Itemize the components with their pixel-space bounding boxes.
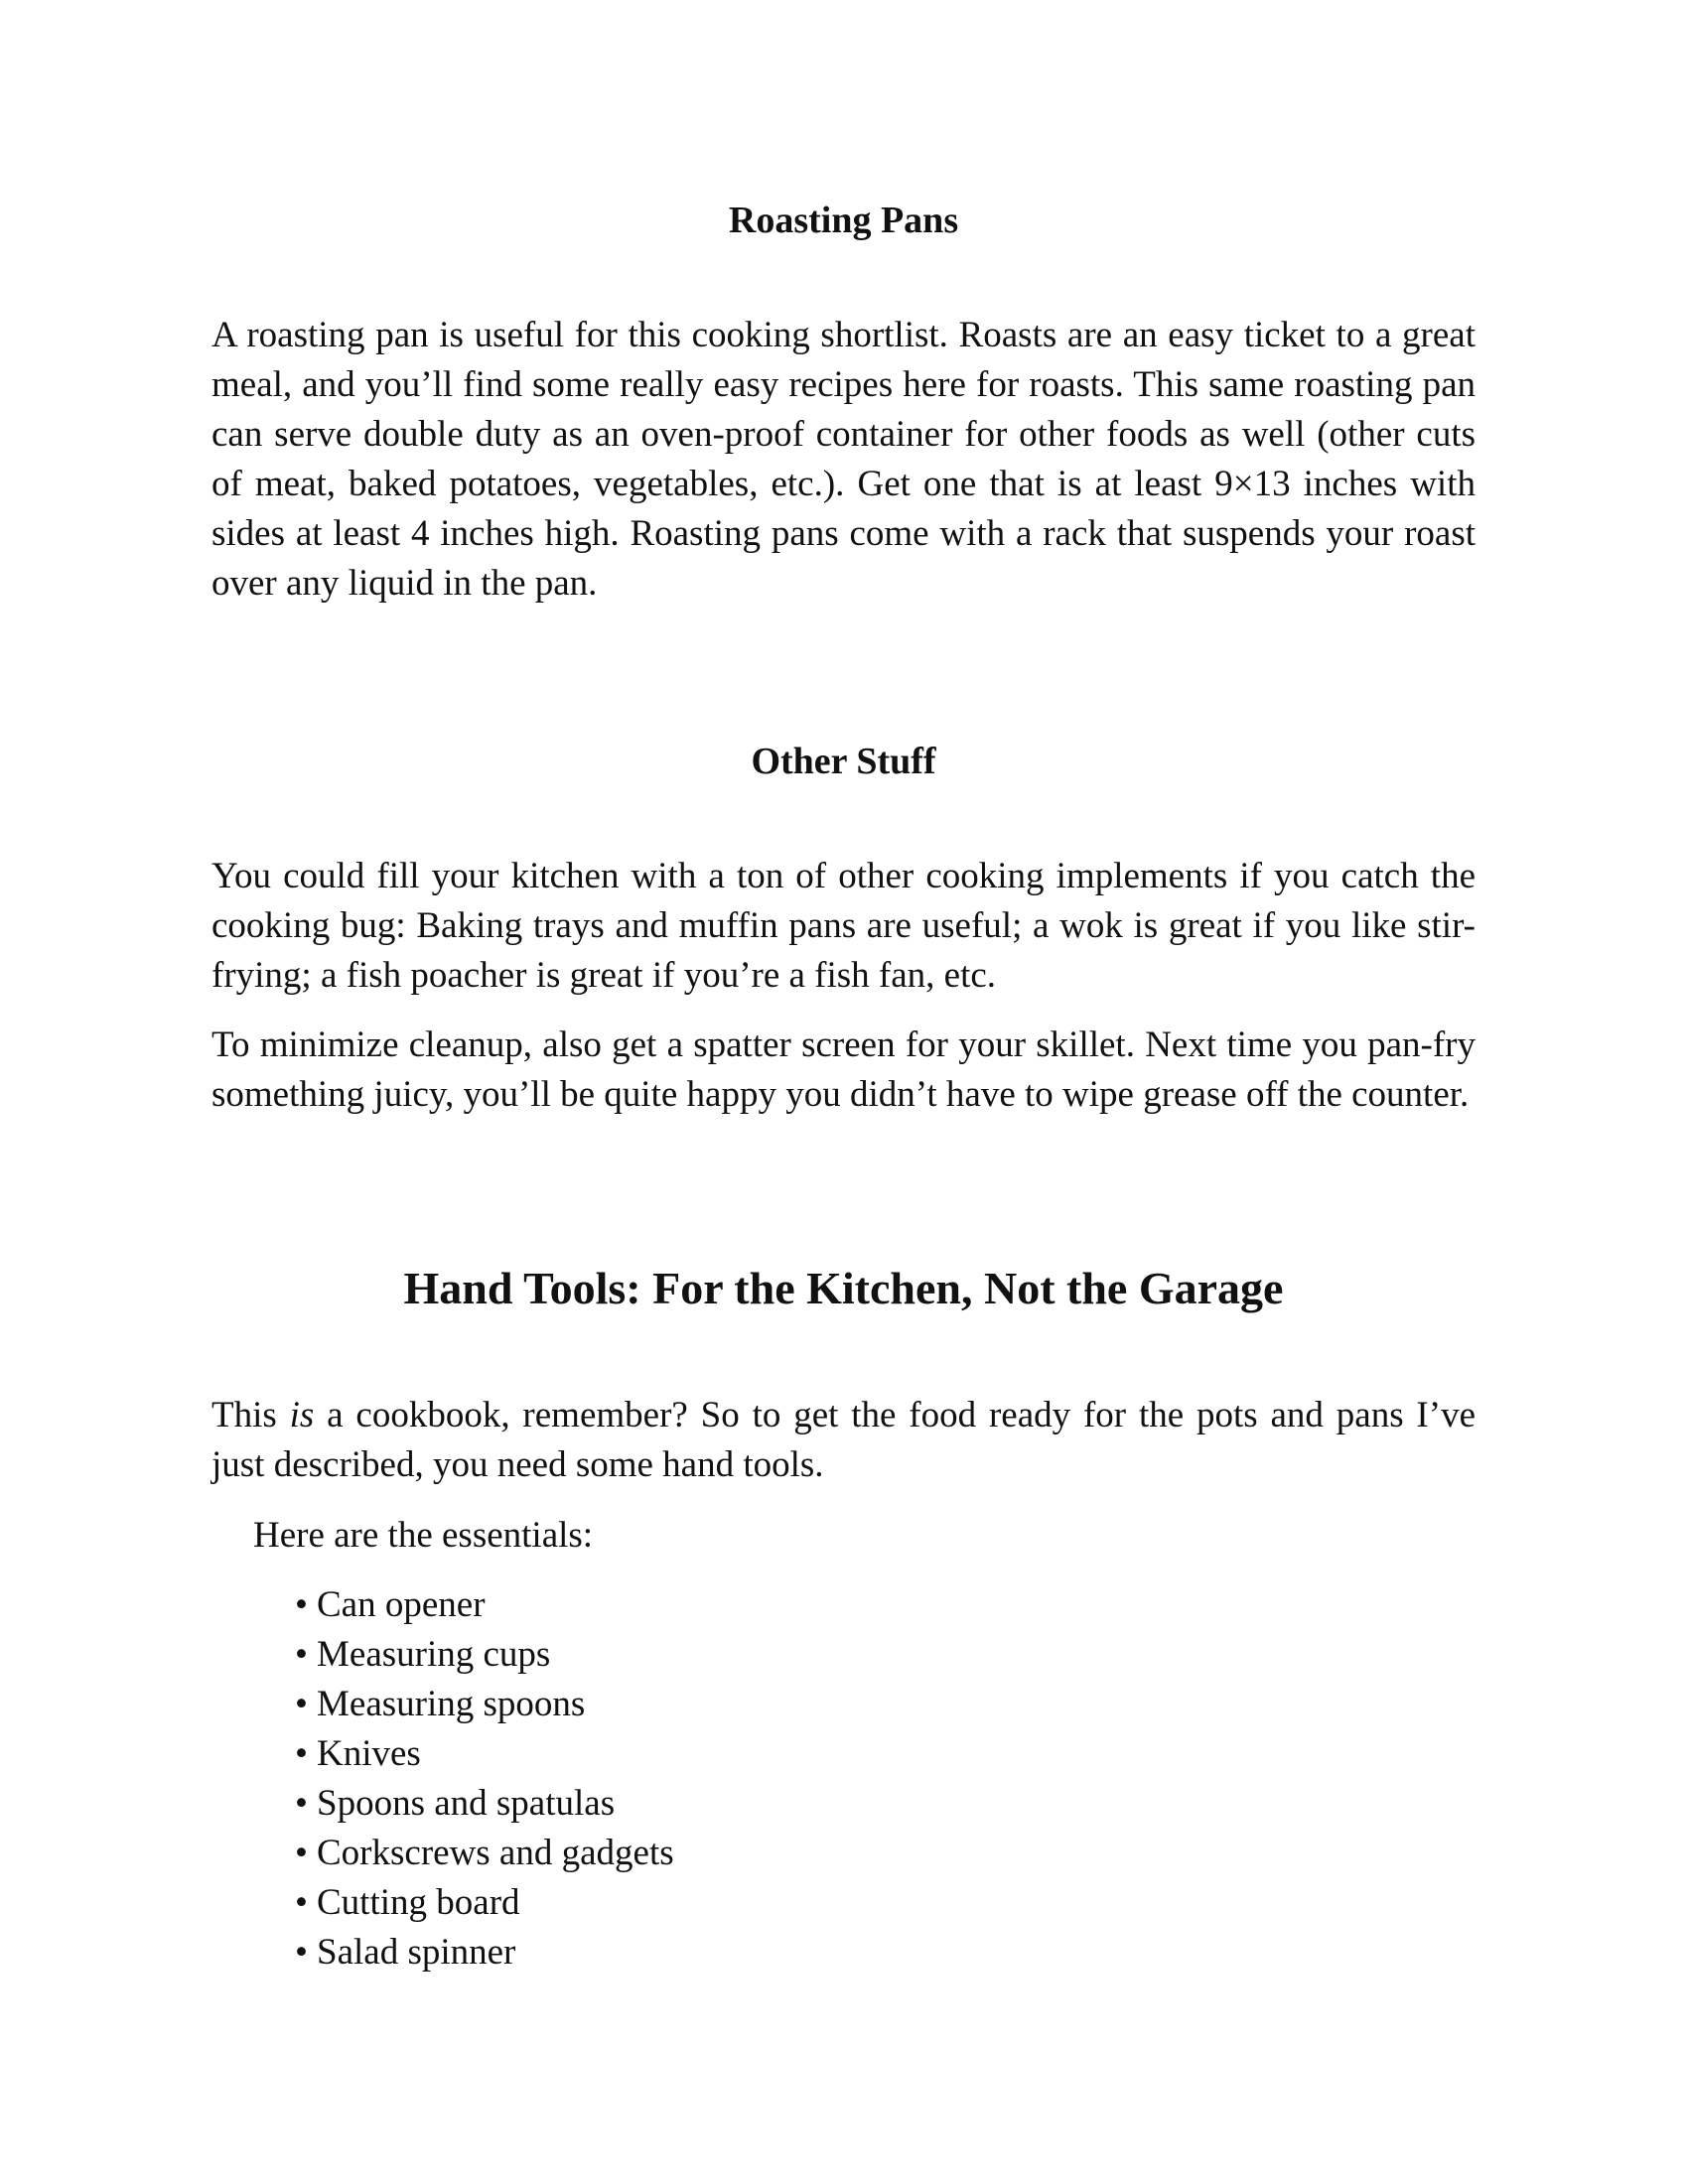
heading-roasting-pans: Roasting Pans <box>728 200 959 241</box>
list-item <box>295 1779 674 1829</box>
paragraph-other-stuff-1: You could fill your kitchen with a ton of other cooking implements if you catch the cooking bug: Baking trays and muffin pans are useful; a wok is great if you like stir-frying; a fish poacher is great if you’re a fish fan, etc. <box>211 856 1476 996</box>
heading-hand-tools: Hand Tools: For the Kitchen, Not the Garage <box>403 1263 1284 1313</box>
bullet: • <box>295 1783 308 1824</box>
paragraph-hand-tools-start: This <box>211 1395 290 1435</box>
essentials-intro: Here are the essentials: <box>253 1515 594 1556</box>
bullet: • <box>295 1733 308 1774</box>
list-item <box>295 1729 674 1779</box>
list-item-text: Knives <box>317 1733 421 1774</box>
list-item <box>295 1680 674 1729</box>
list-item <box>295 1829 674 1878</box>
list-item <box>295 1878 674 1928</box>
bullet: • <box>295 1634 308 1675</box>
heading-other-stuff: Other Stuff <box>751 741 936 782</box>
bullet: • <box>295 1833 308 1873</box>
paragraph-hand-tools-end: a cookbook, remember? So to get the food ready for the pots and pans I’ve just described, you need some hand tools. <box>211 1395 1476 1485</box>
paragraph-roasting-pans: A roasting pan is useful for this cooking shortlist. Roasts are an easy ticket to a great meal, and you’ll find some really easy recipes here for roasts. This same roasting pan can serve double duty as an oven-proof container for other foods as well (other cuts of meat, baked potatoes, vegetables, etc.). Get one that is at least 9×13 inches with sides at least 4 inches high. Roasting pans come with a rack that suspends your roast over any liquid in the pan. <box>211 315 1476 604</box>
essentials-list <box>295 1580 674 1978</box>
list-item-text: Can opener <box>317 1584 486 1625</box>
list-item-text: Cutting board <box>317 1882 520 1923</box>
paragraph-hand-tools <box>211 1391 1476 1490</box>
paragraph-hand-tools-emphasis: is <box>289 1395 315 1435</box>
list-item-text: Measuring spoons <box>317 1684 586 1724</box>
bullet: • <box>295 1882 308 1923</box>
document-page <box>211 0 1476 2184</box>
list-item <box>295 1580 674 1630</box>
list-item-text: Measuring cups <box>317 1634 551 1675</box>
list-item <box>295 1630 674 1680</box>
paragraph-other-stuff-2: To minimize cleanup, also get a spatter screen for your skillet. Next time you pan-fry something juicy, you’ll be quite happy you didn’t have to wipe grease off the counter. <box>211 1024 1476 1115</box>
list-item-text: Corkscrews and gadgets <box>317 1833 674 1873</box>
list-item-text: Salad spinner <box>317 1932 516 1973</box>
bullet: • <box>295 1684 308 1724</box>
bullet: • <box>295 1584 308 1625</box>
bullet: • <box>295 1932 308 1973</box>
list-item-text: Spoons and spatulas <box>317 1783 616 1824</box>
list-item <box>295 1928 674 1978</box>
